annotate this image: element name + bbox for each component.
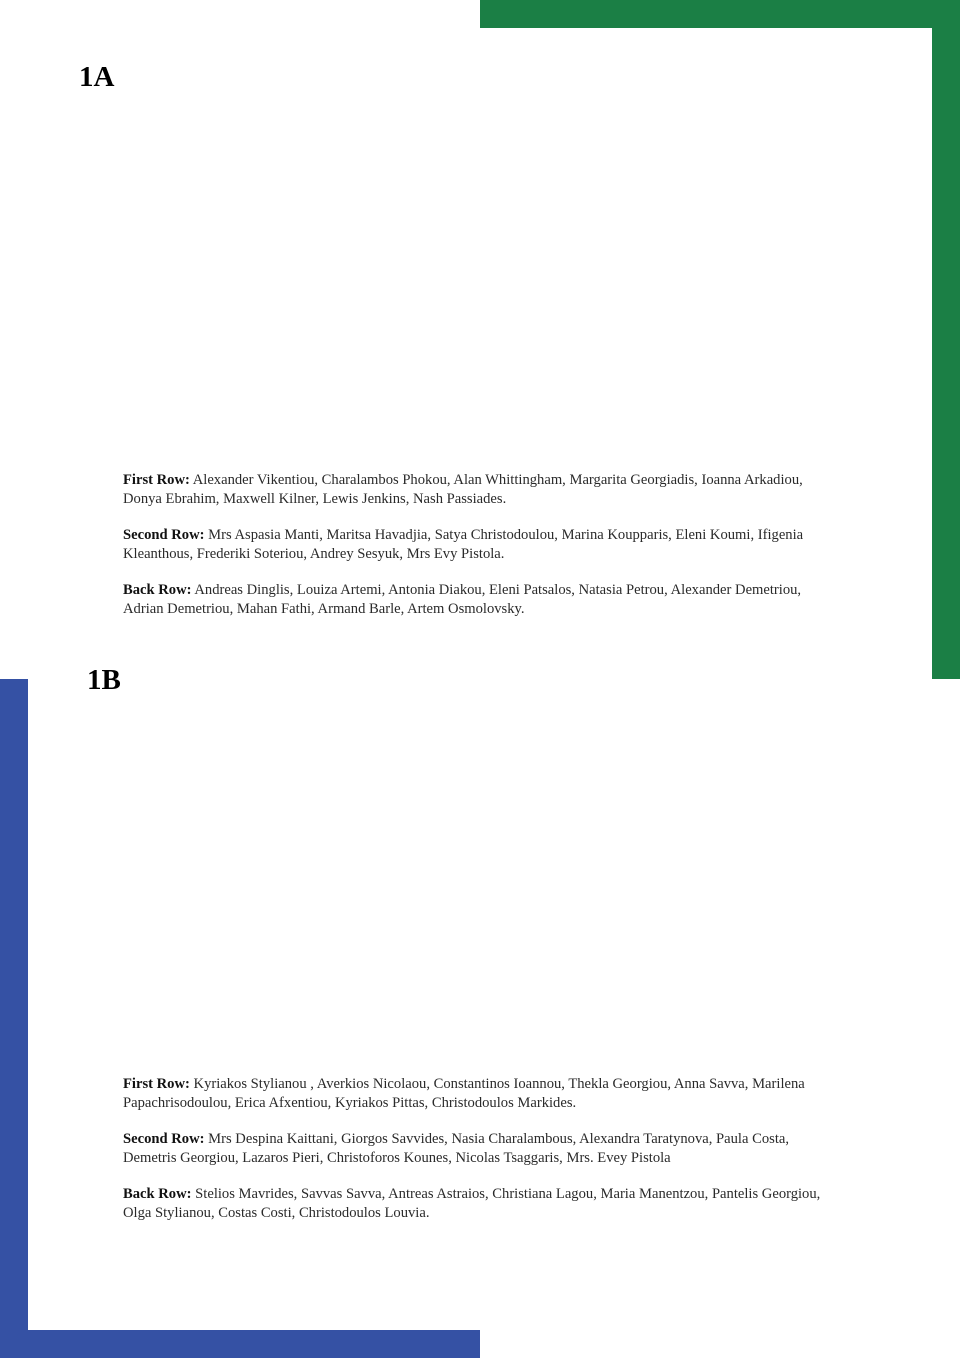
row-names: Stelios Mavrides, Savvas Savva, Antreas Astraios, Christiana Lagou, Maria Manentzou, Pantelis Georgiou, Olga Stylianou, Costas Costi, Christodoulos Louvia. bbox=[123, 1186, 821, 1221]
class-title-1a: 1A bbox=[79, 61, 115, 93]
row-label: First Row: bbox=[123, 1076, 190, 1092]
caption-first-row bbox=[123, 471, 823, 509]
caption-back-row bbox=[123, 1185, 823, 1223]
caption-second-row bbox=[123, 1130, 823, 1168]
row-names: Mrs Despina Kaittani, Giorgos Savvides, Nasia Charalambous, Alexandra Taratynova, Paula Costa, Demetris Georgiou, Lazaros Pieri, Christoforos Kounes, Nicolas Tsaggaris, Mrs. Evey Pistola bbox=[123, 1131, 789, 1166]
row-names: Kyriakos Stylianou , Averkios Nicolaou, Constantinos Ioannou, Thekla Georgiou, Anna Savva, Marilena Papachrisodoulou, Erica Afxentiou, Kyriakos Pittas, Christodoulos Markides. bbox=[123, 1076, 805, 1111]
row-names: Mrs Aspasia Manti, Maritsa Havadjia, Satya Christodoulou, Marina Koupparis, Eleni Koumi, Ifigenia Kleanthous, Frederiki Soteriou, Andrey Sesyuk, Mrs Evy Pistola. bbox=[123, 527, 804, 562]
row-label: First Row: bbox=[123, 472, 190, 488]
row-names: Alexander Vikentiou, Charalambos Phokou, Alan Whittingham, Margarita Georgiadis, Ioanna Arkadiou, Donya Ebrahim, Maxwell Kilner, Lewis Jenkins, Nash Passiades. bbox=[123, 472, 803, 507]
row-label: Second Row: bbox=[123, 527, 205, 543]
caption-back-row bbox=[123, 581, 823, 619]
row-label: Second Row: bbox=[123, 1131, 205, 1147]
caption-second-row bbox=[123, 526, 823, 564]
blue-accent-bar-left bbox=[0, 679, 28, 1358]
row-label: Back Row: bbox=[123, 1186, 192, 1202]
class-title-1b: 1B bbox=[87, 664, 121, 696]
green-accent-bar-top bbox=[480, 0, 960, 28]
row-names: Andreas Dinglis, Louiza Artemi, Antonia Diakou, Eleni Patsalos, Natasia Petrou, Alexander Demetriou, Adrian Demetriou, Mahan Fathi, Armand Barle, Artem Osmolovsky. bbox=[123, 582, 802, 617]
photo-caption-1a bbox=[123, 471, 823, 636]
row-label: Back Row: bbox=[123, 582, 192, 598]
green-accent-bar-right bbox=[932, 0, 960, 679]
blue-accent-bar-bottom bbox=[0, 1330, 480, 1358]
photo-caption-1b bbox=[123, 1075, 823, 1240]
caption-first-row bbox=[123, 1075, 823, 1113]
